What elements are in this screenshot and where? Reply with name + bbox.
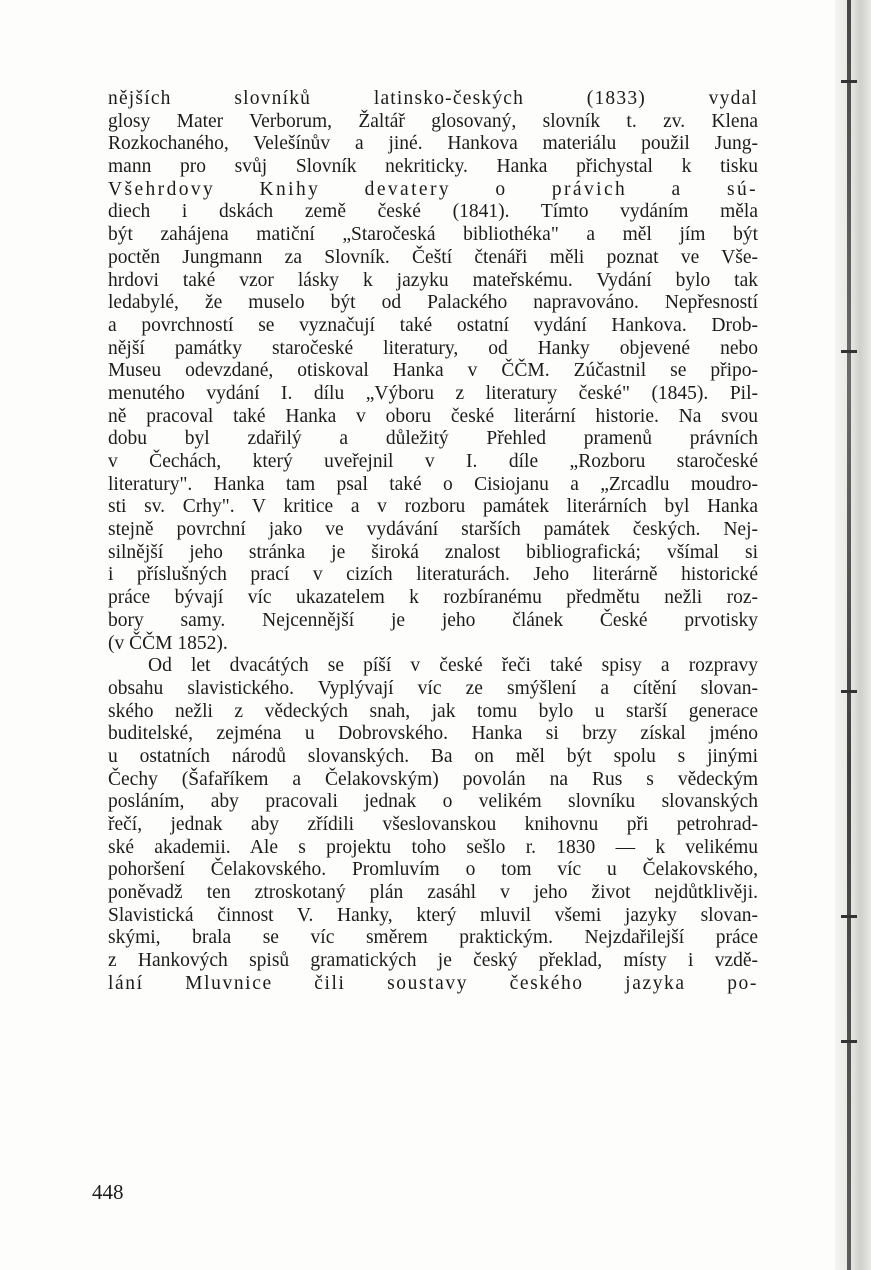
text-line: z Hankových spisů gramatických je český překlad, místy i vzdě-	[108, 950, 758, 972]
text-line: řečí, jednak aby zřídili všeslovanskou knihovnu při petrohrad-	[108, 814, 758, 835]
text-line: práce bývají víc ukazatelem k rozbíranému předmětu nežli roz-	[108, 587, 758, 609]
text-line: skými, brala se víc směrem praktickým. Nejzdařilejší práce	[108, 927, 758, 949]
text-line: silnější jeho stránka je široká znalost bibliografická; všímal si	[108, 541, 758, 563]
text-line: ské akademii. Ale s projektu toho sešlo r. 1830 — k velikému	[108, 836, 758, 858]
text-line: být zahájena matiční „Staročeská bibliothéka" a měl jím být	[108, 224, 758, 246]
text-line: posláním, aby pracovali jednak o velikém slovníku slovanských	[108, 791, 758, 813]
text-line: Slavistická činnost V. Hanky, který mluvil všemi jazyky slovan-	[108, 904, 758, 926]
text-line: sti sv. Crhy". V kritice a v rozboru památek literárních byl Hanka	[108, 496, 758, 518]
text-line: v Čechách, který uveřejnil v I. díle „Rozboru staročeské	[108, 451, 758, 472]
text-line: buditelské, zejména u Dobrovského. Hanka si brzy získal jméno	[108, 723, 758, 745]
binding-stitch	[841, 350, 857, 353]
text-line: a povrchností se vyznačují také ostatní vydání Hankova. Drob-	[108, 314, 758, 336]
text-line: ledabylé, že muselo být od Palackého napravováno. Nepřesností	[108, 292, 758, 314]
text-line: u ostatních národů slovanských. Ba on měl být spolu s jinými	[108, 745, 758, 767]
text-line: bory samy. Nejcennější je jeho článek České prvotisky	[108, 609, 758, 631]
text-line: Všehrdovy Knihy devatery o právich a sú-	[108, 178, 758, 200]
text-line: Čechy (Šafaříkem a Čelakovským) povolán na Rus s vědeckým	[108, 768, 758, 790]
text-line: literatury". Hanka tam psal také o Cisiojanu a „Zrcadlu moudro-	[108, 473, 758, 495]
text-line: diech i dskách země české (1841). Tímto vydáním měla	[108, 201, 758, 223]
page-gutter	[835, 0, 871, 1270]
text-line: nější památky staročeské literatury, od Hanky objevené nebo	[108, 337, 758, 359]
text-line: Rozkochaného, Velešínův a jiné. Hankova materiálu použil Jung-	[108, 133, 758, 155]
text-line: i příslušných prací v cizích literaturách. Jeho literárně historické	[108, 564, 758, 586]
text-line: hrdovi také vzor lásky k jazyku mateřskému. Vydání bylo tak	[108, 269, 758, 291]
text-line: (v ČČM 1852).	[108, 632, 228, 654]
body-text	[108, 88, 758, 996]
text-line: lání Mluvnice čili soustavy českého jazyka po-	[108, 972, 758, 994]
text-line: Museu odevzdané, otiskoval Hanka v ČČM. Zúčastnil se připo-	[108, 360, 758, 382]
text-line: pohoršení Čelakovského. Promluvím o tom víc u Čelakovského,	[108, 859, 758, 881]
binding-stitch	[841, 915, 857, 918]
text-line: obsahu slavistického. Vyplývají víc ze smýšlení a cítění slovan-	[108, 677, 758, 699]
page-number: 448	[92, 1180, 124, 1204]
binding-stitch	[841, 1040, 857, 1043]
binding-stitch	[841, 690, 857, 693]
text-line: poněvadž ten ztroskotaný plán zasáhl v jeho život nejdůtklivěji.	[108, 882, 758, 904]
text-line: poctěn Jungmann za Slovník. Čeští čtenáři měli poznat ve Vše-	[108, 246, 758, 268]
book-spine	[847, 0, 851, 1270]
text-line: ského nežli z vědeckých snah, jak tomu bylo u starší generace	[108, 700, 758, 722]
text-line: ně pracoval také Hanka v oboru české literární historie. Na svou	[108, 405, 758, 427]
text-line: mann pro svůj Slovník nekriticky. Hanka přichystal k tisku	[108, 156, 758, 178]
text-line: Od let dvacátých se píší v české řeči také spisy a rozpravy	[148, 655, 758, 677]
text-line: stejně povrchní jako ve vydávání starších památek českých. Nej-	[108, 519, 758, 541]
text-line: glosy Mater Verborum, Žaltář glosovaný, slovník t. zv. Klena	[108, 110, 758, 132]
text-line: dobu byl zdařilý a důležitý Přehled pramenů právních	[108, 428, 758, 450]
text-line: nějších slovníků latinsko-českých (1833) vydal	[108, 88, 758, 109]
binding-stitch	[841, 80, 857, 83]
text-line: menutého vydání I. dílu „Výboru z literatury české" (1845). Pil-	[108, 382, 758, 404]
